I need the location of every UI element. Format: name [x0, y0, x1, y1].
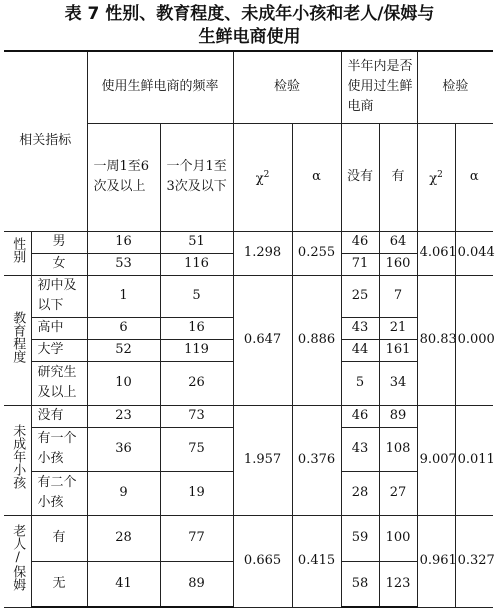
row-label: 女 — [31, 253, 87, 275]
header-freq-group: 使用生鲜电商的频率 — [87, 51, 233, 123]
cell-yes: 21 — [379, 317, 417, 339]
cell-alpha1: 0.255 — [292, 231, 341, 275]
row-label: 无 — [31, 561, 87, 607]
cell-freq-low: 41 — [87, 561, 160, 607]
cell-chi2: 9.007 — [417, 405, 455, 515]
cell-chi1: 0.647 — [233, 275, 292, 405]
cell-freq-high: 119 — [160, 339, 233, 361]
data-table — [4, 50, 493, 608]
cell-alpha2: 0.044 — [455, 231, 493, 275]
cell-no: 58 — [341, 561, 379, 607]
cell-yes: 64 — [379, 231, 417, 253]
cell-yes: 160 — [379, 253, 417, 275]
cell-freq-high: 116 — [160, 253, 233, 275]
header-chi2: $\chi^2$ — [417, 123, 455, 231]
cell-yes: 161 — [379, 339, 417, 361]
cell-freq-low: 52 — [87, 339, 160, 361]
cell-freq-low: 23 — [87, 405, 160, 427]
header-no: 没有 — [341, 123, 379, 231]
cell-chi1: 1.957 — [233, 405, 292, 515]
row-label: 有 — [31, 515, 87, 561]
cell-yes: 108 — [379, 427, 417, 471]
cell-alpha1: 0.415 — [292, 515, 341, 607]
cell-freq-low: 9 — [87, 471, 160, 515]
table-title-line1: 表 7 性别、教育程度、未成年小孩和老人/保姆与 — [64, 4, 435, 24]
row-label: 没有 — [31, 405, 87, 427]
cell-chi2: 80.83 — [417, 275, 455, 405]
cell-alpha1: 0.886 — [292, 275, 341, 405]
cell-no: 46 — [341, 405, 379, 427]
cell-freq-low: 16 — [87, 231, 160, 253]
cell-yes: 100 — [379, 515, 417, 561]
header-test2: 检验 — [417, 51, 493, 123]
cell-no: 43 — [341, 427, 379, 471]
cell-freq-high: 73 — [160, 405, 233, 427]
cell-no: 71 — [341, 253, 379, 275]
cell-freq-high: 77 — [160, 515, 233, 561]
cell-no: 5 — [341, 361, 379, 405]
header-freq-low: 一周1至6次及以上 — [87, 123, 160, 231]
cell-no: 25 — [341, 275, 379, 317]
group-gender: 性别 — [4, 231, 31, 275]
cell-chi1: 1.298 — [233, 231, 292, 275]
header-freq-high: 一个月1至3次及以下 — [160, 123, 233, 231]
cell-alpha2: 0.000 — [455, 275, 493, 405]
row-label: 研究生及以上 — [31, 361, 87, 405]
cell-alpha2: 0.327 — [455, 515, 493, 607]
row-label: 有一个小孩 — [31, 427, 87, 471]
cell-freq-low: 36 — [87, 427, 160, 471]
header-indicator: 相关指标 — [4, 51, 87, 231]
cell-no: 43 — [341, 317, 379, 339]
cell-no: 44 — [341, 339, 379, 361]
cell-alpha1: 0.376 — [292, 405, 341, 515]
cell-alpha2: 0.011 — [455, 405, 493, 515]
cell-freq-high: 51 — [160, 231, 233, 253]
cell-freq-low: 53 — [87, 253, 160, 275]
cell-freq-high: 26 — [160, 361, 233, 405]
group-elder: 老人/保姆 — [4, 515, 31, 607]
group-kids: 未成年小孩 — [4, 405, 31, 515]
cell-chi2: 4.061 — [417, 231, 455, 275]
cell-yes: 34 — [379, 361, 417, 405]
row-label: 有二个小孩 — [31, 471, 87, 515]
cell-yes: 89 — [379, 405, 417, 427]
cell-no: 28 — [341, 471, 379, 515]
table-title-line2: 生鲜电商使用 — [198, 27, 301, 47]
cell-yes: 7 — [379, 275, 417, 317]
cell-no: 59 — [341, 515, 379, 561]
cell-freq-high: 16 — [160, 317, 233, 339]
header-use-group: 半年内是否使用过生鲜电商 — [341, 51, 417, 123]
cell-freq-high: 89 — [160, 561, 233, 607]
row-label: 大学 — [31, 339, 87, 361]
header-chi1: $\chi^2$ — [233, 123, 292, 231]
cell-yes: 123 — [379, 561, 417, 607]
header-test1: 检验 — [233, 51, 341, 123]
header-alpha1: α — [292, 123, 341, 231]
row-label: 高中 — [31, 317, 87, 339]
cell-no: 46 — [341, 231, 379, 253]
cell-freq-low: 6 — [87, 317, 160, 339]
cell-freq-low: 10 — [87, 361, 160, 405]
cell-freq-high: 19 — [160, 471, 233, 515]
header-alpha2: α — [455, 123, 493, 231]
cell-freq-low: 1 — [87, 275, 160, 317]
group-education: 教育程度 — [4, 275, 31, 405]
cell-freq-low: 28 — [87, 515, 160, 561]
cell-chi2: 0.961 — [417, 515, 455, 607]
cell-chi1: 0.665 — [233, 515, 292, 607]
header-yes: 有 — [379, 123, 417, 231]
cell-freq-high: 5 — [160, 275, 233, 317]
row-label: 初中及以下 — [31, 275, 87, 317]
cell-yes: 27 — [379, 471, 417, 515]
row-label: 男 — [31, 231, 87, 253]
cell-freq-high: 75 — [160, 427, 233, 471]
